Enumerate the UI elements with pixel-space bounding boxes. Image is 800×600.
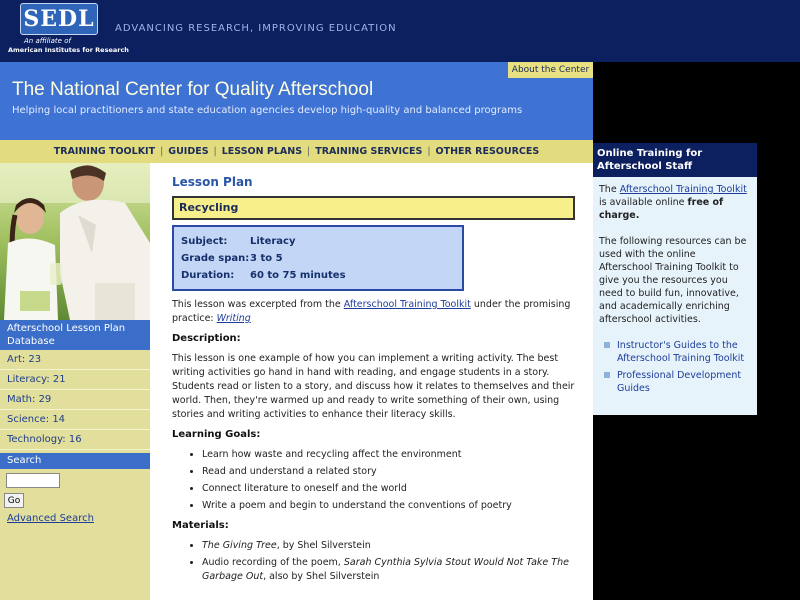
bullet-square-icon: [604, 372, 610, 378]
site-subtitle: Helping local practitioners and state education agencies develop high-quality and balanced programs: [12, 105, 523, 116]
book-author: , by Shel Silverstein: [276, 540, 371, 551]
category-literacy-link[interactable]: Literacy: 21: [0, 370, 150, 390]
bullet-square-icon: [604, 342, 610, 348]
lesson-database-heading: Afterschool Lesson Plan Database: [0, 320, 150, 350]
sedl-logo[interactable]: SEDL: [20, 3, 98, 35]
instructors-guides-link[interactable]: [599, 339, 751, 365]
category-math-link[interactable]: Math: 29: [0, 390, 150, 410]
teacher-student-photo: [0, 163, 150, 320]
toolkit-availability: [599, 183, 751, 222]
panel-text: The: [599, 184, 620, 195]
nav-separator: |: [307, 146, 311, 157]
book-title: The Giving Tree: [202, 540, 277, 551]
description-heading: Description:: [172, 333, 241, 344]
list-item: • Write a poem and begin to understand the conventions of poetry: [202, 499, 582, 513]
online-training-heading: Online Training for Afterschool Staff: [593, 143, 757, 177]
about-center-link[interactable]: About the Center: [508, 62, 593, 78]
material-text: Audio recording of the poem,: [202, 557, 344, 568]
nav-lesson-plans[interactable]: LESSON PLANS: [221, 146, 303, 157]
resource-link-label: Professional Development Guides: [617, 370, 742, 394]
duration-row: [181, 270, 346, 281]
online-training-panel: [593, 143, 757, 415]
site-title: The National Center for Quality Afterschool: [12, 79, 374, 100]
material-text-2: , also by Shel Silverstein: [263, 571, 380, 582]
subject-value: Literacy: [250, 236, 296, 247]
duration-label: Duration:: [181, 270, 235, 281]
category-art-link[interactable]: Art: 23: [0, 350, 150, 370]
duration-value: 60 to 75 minutes: [250, 270, 346, 281]
writing-link[interactable]: Writing: [216, 313, 251, 324]
intro-text: This lesson was excerpted from the: [172, 299, 344, 310]
lesson-title: Recycling: [172, 196, 575, 220]
materials-list: [172, 539, 582, 584]
search-input[interactable]: [6, 473, 60, 488]
list-item: [202, 556, 582, 584]
search-heading: Search: [0, 453, 150, 469]
resource-link-label: Instructor's Guides to the Afterschool Training Toolkit: [617, 340, 745, 364]
poem-title: Sarah Cynthia Sylvia Stout Would Not Take The Garbage Out: [202, 557, 569, 582]
grade-label: Grade span:: [181, 253, 250, 264]
left-sidebar: [0, 320, 150, 600]
list-item: • Read and understand a related story: [202, 465, 582, 479]
site-header: [0, 0, 800, 62]
nav-other-resources[interactable]: OTHER RESOURCES: [435, 146, 540, 157]
tagline: ADVANCING RESEARCH, IMPROVING EDUCATION: [115, 23, 397, 34]
category-science-link[interactable]: Science: 14: [0, 410, 150, 430]
toolkit-link[interactable]: Afterschool Training Toolkit: [343, 299, 471, 310]
subject-label: Subject:: [181, 236, 228, 247]
lesson-body: [172, 298, 582, 590]
goals-heading: Learning Goals:: [172, 429, 261, 440]
site-banner: [0, 62, 593, 140]
panel-text-2: is available online: [599, 197, 688, 208]
nav-guides[interactable]: GUIDES: [168, 146, 209, 157]
lesson-info-box: [172, 225, 464, 291]
subject-row: [181, 236, 296, 247]
resources-text: The following resources can be used with the online Afterschool Training Toolkit to give you the resources you need to build fun, innovative, and academically enriching afterschool activities.: [599, 236, 747, 325]
description-text: This lesson is one example of how you can implement a writing activity. The best writing activities go hand in hand with reading, and engage students in a story. Students read or listen to a story, and discuss how it relates to themselves and their world. Then, they're warmed up and ready to write something of their own, using stories and writing activities to enhance their literacy skills.: [172, 353, 575, 420]
online-training-body: [593, 177, 757, 405]
nav-separator: |: [160, 146, 164, 157]
materials-heading: Materials:: [172, 520, 229, 531]
list-item: [202, 539, 582, 553]
intro-text-2: under the promising practice:: [172, 299, 571, 324]
affiliate-org: American Institutes for Research: [8, 46, 129, 54]
go-button[interactable]: Go: [4, 493, 24, 508]
grade-row: [181, 253, 283, 264]
category-technology-link[interactable]: Technology: 16: [0, 430, 150, 450]
nav-training-toolkit[interactable]: TRAINING TOOLKIT: [53, 146, 156, 157]
free-of-charge: free of charge.: [599, 197, 724, 221]
nav-separator: |: [427, 146, 431, 157]
professional-development-link[interactable]: [599, 369, 751, 395]
panel-toolkit-link[interactable]: Afterschool Training Toolkit: [619, 184, 747, 195]
nav-separator: |: [213, 146, 217, 157]
nav-training-services[interactable]: TRAINING SERVICES: [315, 146, 423, 157]
list-item: • Connect literature to oneself and the world: [202, 482, 582, 496]
goals-list: [172, 448, 582, 513]
main-content: [150, 163, 593, 600]
intro-paragraph: [172, 298, 582, 326]
grade-value: 3 to 5: [250, 253, 283, 264]
main-nav: [0, 140, 593, 163]
resource-links: [599, 339, 751, 395]
advanced-search-link[interactable]: Advanced Search: [7, 513, 94, 524]
page-title: Lesson Plan: [172, 175, 253, 189]
list-item: • Learn how waste and recycling affect the environment: [202, 448, 582, 462]
affiliate-line: An affiliate of: [24, 37, 71, 45]
